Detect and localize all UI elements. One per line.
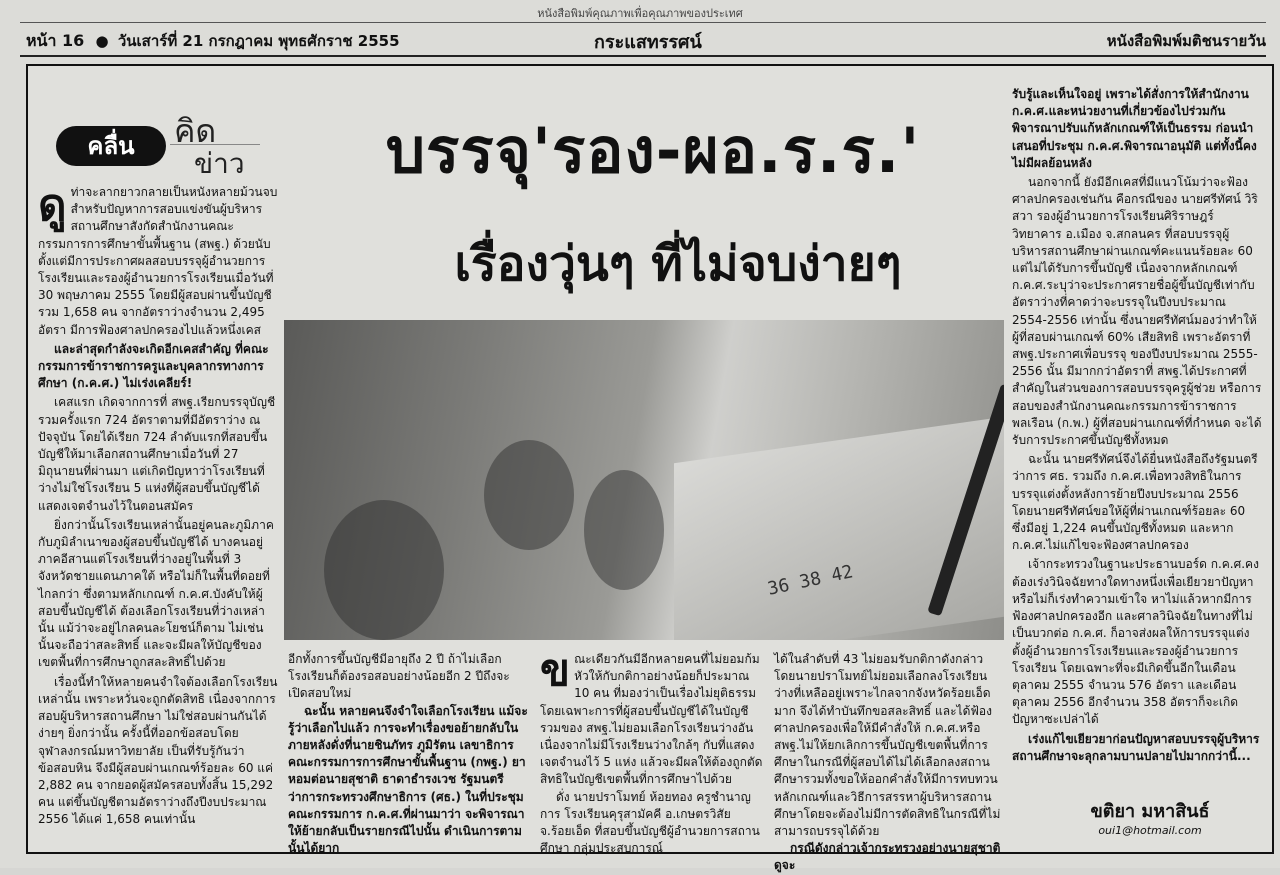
column-logo-top: คิด [174,112,217,150]
paragraph: ยิ่งกว่านั้นโรงเรียนเหล่านั้นอยู่คนละภูมิภาคกับภูมิลำเนาของผู้สอบขึ้นบัญชีได้ บางคนอยู่ภาคอีสานแต่โรงเรียนที่ว่างอยู่ในพื้นที่ 3 จังหวัดชายแดนภาคใต้ หรือไม่ก็ในพื้นที่ดอยที่ไกลกว่า ซึ่งตามหลักเกณฑ์ ก.ค.ศ.บังคับให้ผู้สอบขึ้นบัญชีได้ ต้องเลือกโรงเรียนที่ว่างเหล่านั้น แม้ว่าจะอยู่ไกลคนละโยชน์ก็ตาม ไม่เช่นนั้นจะถือว่าสละสิทธิ์ และจะมีผลให้บัญชีของเขตพื้นที่การศึกษาถูกสละสิทธิ์ไปด้วย [38,517,274,670]
photo-figure [324,500,444,640]
page-number: หน้า 16 [26,31,85,50]
paragraph: ณะเดียวกันมีอีกหลายคนที่ไม่ยอมก้มหัวให้กับกติกาอย่างน้อยก็ประมาณ 10 คน ที่มองว่าเป็นเรื่องไม่ยุติธรรม โดยเฉพาะการที่ผู้สอบขึ้นบัญชีได้ในบัญชีรวมของ สพฐ.ไม่ยอมเลือกโรงเรียนว่างอันเนื่องจากไม่มีโรงเรียนว่างใกล้ๆ กับที่แสดงเจตจำนงไว้ 5 แห่ง แล้วจะมีผลให้ต้องถูกตัดสิทธิในบัญชีเขตพื้นที่การศึกษาไปด้วย [540,652,763,787]
masthead [20,22,1266,57]
paragraph: อีกทั้งการขึ้นบัญชีมีอายุถึง 2 ปี ถ้าไม่เลือกโรงเรียนก็ต้องรอสอบอย่างน้อยอีก 2 ปีถึงจะเปิดสอบใหม่ [288,652,510,701]
article-frame [26,64,1274,873]
paragraph: ท่าจะลากยาวกลายเป็นหนังหลายม้วนจบ สำหรับปัญหาการสอบแข่งขันผู้บริหารสถานศึกษาสังกัดสำนักงานคณะกรรมการการศึกษาขั้นพื้นฐาน (สพฐ.) ด้วยนับตั้งแต่มีการประกาศผลสอบบรรจุผู้อำนวยการโรงเรียนและรองผู้อำนวยการโรงเรียนเมื่อวันที่ 30 พฤษภาคม 2555 โดยมีผู้สอบผ่านขึ้นบัญชีรวม 1,658 คน จากอัตราว่างจำนวน 2,495 อัตรา มีการฟ้องศาลปกครองไปแล้วหนึ่งเคส [38,185,278,337]
paragraph: เจ้ากระทรวงในฐานะประธานบอร์ด ก.ค.ศ.คงต้องเร่งวินิจฉัยทางใดทางหนึ่งเพื่อเยียวยาปัญหาหรือไม่ก็เร่งทำความเข้าใจ หาไม่แล้วหากมีการฟ้องศาลปกครองอีก และศาลวินิจฉัยในทางที่ไม่เป็นบวกต่อ ก.ค.ศ. ก็อาจส่งผลให้การบรรจุแต่งตั้งผู้อำนวยการโรงเรียนและรองผู้อำนวยการโรงเรียน โดยเฉพาะที่จะมีเกิดขึ้นอีกในเดือนตุลาคม 2555 จำนวน 576 อัตรา และเดือนตุลาคม 2556 อีกจำนวน 358 อัตราก็จะเกิดปัญหาซะเปล่าได้ [1012,557,1259,727]
newspaper-tagline: หนังสือพิมพ์คุณภาพเพื่อคุณภาพของประเทศ [537,7,743,20]
column-logo-bottom: ข่าว [194,147,245,180]
masthead-left [26,29,400,54]
paragraph: รับรู้และเห็นใจอยู่ เพราะได้สั่งการให้สำนักงาน ก.ค.ศ.และหน่วยงานที่เกี่ยวข้องไปร่วมกันพิจารณาปรับแก้หลักเกณฑ์ให้เป็นธรรม ก่อนนำเสนอที่ประชุม ก.ค.ศ.พิจารณาอนุมัติ แต่ทั้งนี้คงไม่มีผลย้อนหลัง [1012,87,1257,170]
drop-cap: ดู [38,180,67,231]
paragraph: ฉะนั้น หลายคนจึงจำใจเลือกโรงเรียน แม้จะรู้ว่าเลือกไปแล้ว การจะทำเรื่องขอย้ายกลับในภายหลังดั่งที่นายชินภัทร ภูมิรัตน เลขาธิการคณะกรรมการการศึกษาขั้นพื้นฐาน (กพฐ.) ยาหอมต่อนายสุชาติ ธาดาธำรงเวช รัฐมนตรีว่าการกระทรวงศึกษาธิการ (ศธ.) ในที่ประชุมคณะกรรมการ ก.ค.ศ.ที่ผ่านมาว่า จะพิจารณาให้ย้ายกลับเป็นรายกรณีไปนั้น ดำเนินการตามนั้นได้ยาก [288,703,528,856]
photo-numbers: 36 38 42 [766,561,856,600]
photo-figure [484,440,574,550]
paragraph: กรณีดังกล่าวเจ้ากระทรวงอย่างนายสุชาติดูจะ [774,841,1001,873]
bullet-icon: ● [95,32,109,50]
article-photo [284,320,1004,640]
paragraph: เคสแรก เกิดจากการที่ สพฐ.เรียกบรรจุบัญชีรวมครั้งแรก 724 อัตราตามที่มีอัตราว่าง ณ ปัจจุบัน โดยได้เรียก 724 ลำดับแรกที่สอบขึ้นบัญชีให้มาเลือกสถานศึกษาเมื่อวันที่ 27 มิถุนายนที่ผ่านมา แต่เกิดปัญหาว่าโรงเรียนที่ว่างไม่ใช่โรงเรียน 5 แห่งที่ผู้สอบขึ้นบัญชีได้แสดงเจตจำนงไว้ในตอนสมัคร [38,395,276,513]
article-column-5 [1012,86,1262,767]
column-logo [44,106,272,180]
article-column-4 [774,651,1004,875]
paragraph: นอกจากนี้ ยังมีอีกเคสที่มีแนวโน้มว่าจะฟ้องศาลปกครองเช่นกัน คือกรณีของ นายศรีทัศน์ วิริสวา รองผู้อำนวยการโรงเรียนศิริราษฎร์วิทยาคาร อ.เมือง จ.สกลนคร ที่สอบบรรจุผู้บริหารสถานศึกษาผ่านเกณฑ์คะแนนร้อยละ 60 แต่ไม่ได้รับการขึ้นบัญชี เนื่องจากหลักเกณฑ์ ก.ค.ศ.ระบุว่าจะประกาศรายชื่อผู้ขึ้นบัญชีเท่ากับอัตราว่างที่คาดว่าจะบรรจุในปีงบประมาณ 2554-2556 เท่านั้น ซึ่งนายศรีทัศน์มองว่าทำให้ผู้ที่สอบผ่านเกณฑ์ 60% เสียสิทธิ เพราะอัตราที่ สพฐ.ประกาศเพื่อบรรจุ ของปีงบประมาณ 2555-2556 นั้น มีมากกว่าอัตราที่ สพฐ.ได้ประกาศที่สำคัญในส่วนของการสอบบรรจุครูผู้ช่วย หรือการสอบของสำนักงานคณะกรรมการข้าราชการพลเรือน (ก.พ.) ผู้ที่สอบผ่านเกณฑ์ที่กำหนด จะได้รับการประกาศขึ้นบัญชีทั้งหมด [1012,175,1262,448]
paragraph: และล่าสุดกำลังจะเกิดอีกเคสสำคัญ ที่คณะกรรมการข้าราชการครูและบุคลากรทางการศึกษา (ก.ค.ศ.) ไม่เร่งเคลียร์! [38,341,269,391]
paragraph: เร่งแก้ไขเยียวยาก่อนปัญหาสอบบรรจุผู้บริหารสถานศึกษาจะลุกลามบานปลายไปมากกว่านี้... [1012,731,1260,763]
paragraph: ดั่ง นายปราโมทย์ ห้อยทอง ครูชำนาญการ โรงเรียนคุรุสามัคคี อ.เกษตรวิสัย จ.ร้อยเอ็ด ที่สอบขึ้นบัญชีผู้อำนวยการสถานศึกษา กลุ่มประสบการณ์ [540,789,760,856]
paragraph: ฉะนั้น นายศรีทัศน์จึงได้ยื่นหนังสือถึงรัฐมนตรีว่าการ ศธ. รวมถึง ก.ค.ศ.เพื่อทวงสิทธิในการบรรจุแต่งตั้งหลังการย้ายปีงบประมาณ 2556 โดยนายศรีทัศน์ขอให้ผู้ที่ผ่านเกณฑ์ร้อยละ 60 ซึ่งมีอยู่ 1,224 คนขึ้นบัญชีทั้งหมด และหาก ก.ค.ศ.ไม่แก้ไขจะฟ้องศาลปกครอง [1012,452,1258,553]
drop-cap: ข [540,645,571,696]
article-column-2 [288,651,528,857]
author-email: oui1@hotmail.com [1098,824,1202,837]
paragraph: เรื่องนี้ทำให้หลายคนจำใจต้องเลือกโรงเรียนเหล่านั้น เพราะหวั่นจะถูกตัดสิทธิ เนื่องจากการสอบผู้บริหารสถานศึกษา ไม่ใช่สอบผ่านกันได้ง่ายๆ ยิ่งกว่านั้น ครั้งนี้ที่ออกข้อสอบโดยจุฬาลงกรณ์มหาวิทยาลัย เป็นที่รับรู้กันว่าข้อสอบหิน จึงมีผู้สอบผ่านเกณฑ์ร้อยละ 60 แค่ 2,882 คน จากยอดผู้สมัครสอบทั้งสิ้น 15,292 คน แต่ขึ้นบัญชีตามอัตราว่างถึงปีงบประมาณ 2556 ได้แค่ 1,658 คนเท่านั้น [38,674,278,827]
section-name: กระแสทรรศน์ [594,32,702,53]
photo-figure [584,470,664,590]
article-column-1 [38,180,278,831]
article-subheadline: เรื่องวุ่นๆ ที่ไม่จบง่ายๆ [454,236,902,292]
article-column-3 [540,645,764,857]
column-logo-left: คลื่น [56,126,166,166]
paragraph: ได้ในลำดับที่ 43 ไม่ยอมรับกติกาดังกล่าว โดยนายปราโมทย์ไม่ยอมเลือกลงโรงเรียนว่างที่เหลืออยู่เพราะไกลจากจังหวัดร้อยเอ็ดมาก จึงได้ทำบันทึกขอสละสิทธิ์ และได้ฟ้องศาลปกครองเพื่อให้มีคำสั่งให้ ก.ค.ศ.หรือ สพฐ.ไม่ให้ยกเลิกการขึ้นบัญชีเขตพื้นที่การศึกษาในกรณีที่ผู้สอบได้ไม่ได้เลือกลงสถานศึกษารวมทั้งขอให้ออกคำสั่งให้มีการทบทวนหลักเกณฑ์และวิธีการสรรหาผู้บริหารสถานศึกษาโดยจะต้องไม่มีการตัดสิทธิในกรณีที่ไม่สามารถบรรจุได้ด้วย [774,652,1001,839]
publication-name: หนังสือพิมพ์มติชนรายวัน [1106,32,1266,50]
author-byline: ขติยา มหาสินธ์ [1090,801,1210,822]
article-headline: บรรจุ'รอง-ผอ.ร.ร.' [385,114,921,187]
issue-date: วันเสาร์ที่ 21 กรกฎาคม พุทธศักราช 2555 [117,32,400,50]
